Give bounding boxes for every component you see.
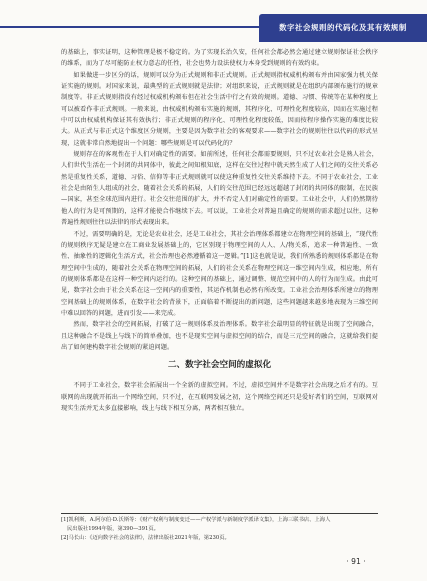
paragraph: 然而，数字社会的空间拓展，打破了这一规则体系及治理体系。数字社会最明显的特征就是出现了空间融合，且这种融合不是线上与线下的简单叠加，也不是现实空间与虚拟空间的结合，而是三元空间的融合，这就给我们提出了如何建构数字社会规则的紧迫问题。 (61, 321, 378, 351)
footnotes (61, 513, 378, 542)
page-header (0, 0, 427, 43)
paragraph: 不过，需要明确的是，无论是农业社会，还是工业社会，其社会治理体系都建立在物理空间的基础上，“现代性的规则秩序无疑是建立在工商业发展基础上的，它区别现于物理空间的人人、人/物关系，追求一种普遍性、一致性、抽象性的逻辑化生活方式，社会治理也必然遵循着这一逻辑。”[1]这也就是说，我们所熟悉的规则体系都是在物理空间中生成的，随着社会关系在物理空间的拓展，人们的社会关系在物理空间这一维空间内生成，相应地，所有的规则体系都是在这样一种空间内运行的。这种空间的基础上，通过调整、规范空间中的人的行为而生成。由此可见，数字社会由于社会关系在这一空间内的重要性，其运作机制也必然有所改变。工业社会治理体系所建立的物理空间基础上的规则体系，在数字社会的背景下，正面临着不断提出的新问题，这些问题越来越多地表现为三维空间中难以回答的问题，进而引发——来完成。 (61, 230, 378, 317)
paragraph: 规则存在的客观性在于人们对确定性的需要。如前所述，任何社会都需要规则，只不过农业社会是熟人社会，人们世代生活在一个封闭的共同体中，彼此之间知根知底，这样在交往过程中就天然生成了人们之间的交往关系必然是重复性关系，道德、习俗、信仰等非正式规则就可以使这种重复性交往关系维持下去。不同于农业社会，工业社会是由陌生人组成的社会，随着社会关系的拓展，人们的交往范围已经远远超越了封闭的共同体的限制，在民族—国家，甚至全球范围内进行。社会交往范围的扩大，并不否定人们对确定性的需要。工业社会中，人们仍然期待他人的行为是可预期的，这样才能使合作继续下去。可以说，工业社会对普遍且确定的规则的需求超过以往，这种普遍性规则往往以法律的形式表现出来。 (61, 151, 378, 227)
paragraph: 不同于工业社会，数字社会拓展出一个全新的虚拟空间。不过，虚拟空间并不是数字社会出现之后才有的。互联网的出现就开拓出一个网络空间，只不过，在互联网发展之初，这个网络空间还只是爱好者们的空间，互联网对现实生活并无太多直接影响，线上与线下相互分离，两者相互独立。 (61, 382, 378, 412)
running-title: 数字社会规则的代码化及其有效规制 (259, 14, 427, 42)
main-text (61, 47, 378, 414)
paragraph: 如果做进一步区分的话，规则可以分为正式规则和非正式规则。正式规则指权威机构颁布并由国家强力机关保证实施的规则。对国家来说，最典型的正式规则就是法律；对组织来说，正式规则就是在组织内部颁布施行的规章制度等。非正式规则指没有经过权威机构颁布但在社会生活中行之有效的规则。道德、习惯、传统等在某种程度上可以被看作非正式规则。一般来说，由权威机构颁布实施的规则，其程序化、可理性化程度较高，因而在实施过程中可以由权威机构保证其有效执行；非正式规则的程序化、可理性化程度较低，因而按程序操作实施的难度比较大。从正式与非正式这个维度区分规则，主要是因为数字社会的客观要求——数字社会的规则往往以代码的形式呈现，这就非常自然地提出一个问题：哪些规则是可以代码化的？ (61, 71, 378, 147)
footnote: [1]凯利斯，A.阿尔伯·D.沃斯等：《财产权利与制度变迁——产权学派与新制度学派译文集》，上海三联书店、上海人 (61, 517, 331, 523)
paragraph: 的基础上，事实证明，这种管理是极不稳定的。为了实现长治久安，任何社会都必然会通过建立规则保证社会秩序的维系，而为了尽可能防止权力意志的任性，社会也势力设法使权力本身受到规则的有效约束。 (61, 49, 378, 68)
footnote-continuation: 民出版社1994年版，第390—391页。 (67, 525, 159, 532)
page-number: · 91 · (346, 557, 366, 566)
section-heading: 二、数字社会空间的虚拟化 (167, 360, 272, 371)
footnote: [2]马长山：《迈向数字社会的法律》，法律出版社2021年版，第230页。 (61, 534, 230, 541)
